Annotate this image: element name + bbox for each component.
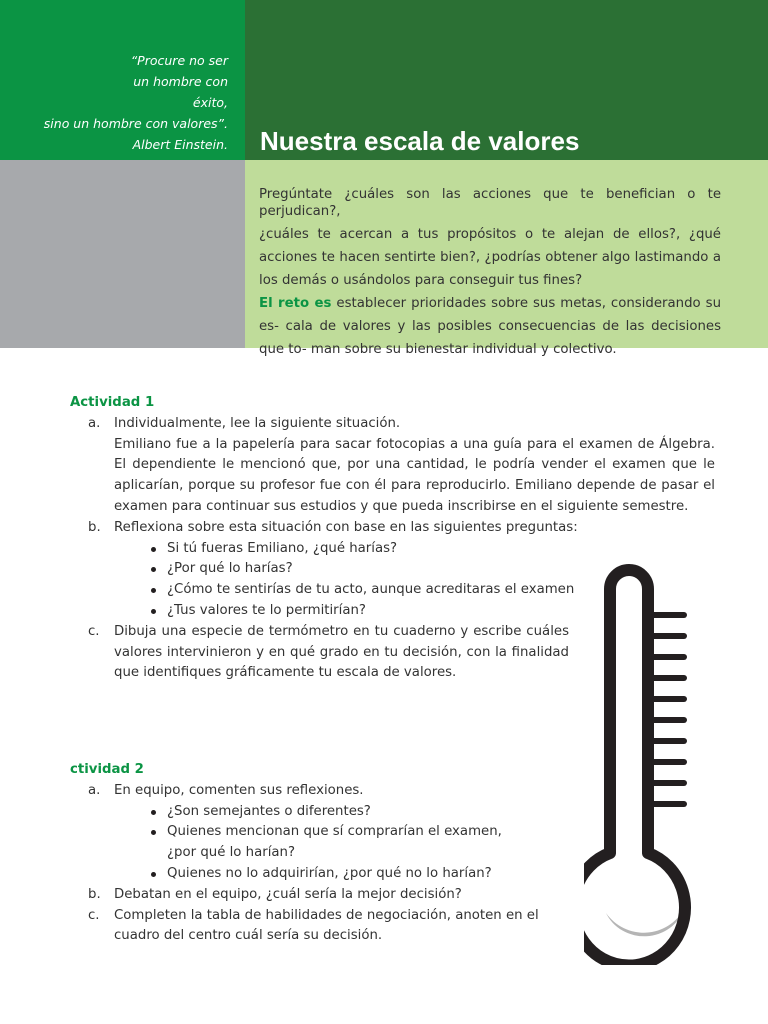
item-a-text: Individualmente, lee la siguiente situación.: [114, 415, 401, 431]
intro-paragraph-3: [259, 292, 721, 361]
item-c-text: Dibuja una especie de termómetro en tu cuaderno y escribe cuáles valores intervinieron y en qué grado en tu decisión, con la finalidad que identifiques gráficamente tu escala de valores.: [114, 623, 569, 681]
item-b-text: Debatan en el equipo, ¿cuál sería la mejor decisión?: [114, 886, 462, 902]
challenge-text: establecer prioridades sobre sus metas, considerando su es- cala de valores y las posibles consecuencias de las decisiones que to- man sobre su bienestar individual y colectivo.: [259, 296, 721, 357]
team-questions: [70, 802, 535, 885]
item-letter: b.: [88, 886, 101, 902]
quote-line: “Procure no ser: [130, 53, 228, 68]
activity-1-item-c: [70, 622, 569, 684]
activity-1-title: Actividad 1: [70, 395, 155, 410]
item-c-text: Completen la tabla de habilidades de negociación, anoten en el cuadro del centro cuál sería su decisión.: [114, 907, 539, 944]
situation-story: Emiliano fue a la papelería para sacar fotocopias a una guía para el examen de Álgebra. El dependiente le mencionó que, por una cantidad, le podría vender el examen que le aplicarían, porque su profesor fue con él para reproducirlo. Emiliano depende de pasar el examen para continuar sus estudios y que pueda inscribirse en el siguiente semestre.: [114, 436, 715, 514]
quote-line: éxito,: [192, 95, 228, 110]
list-item: ¿Tus valores te lo permitirían?: [70, 601, 715, 622]
activity-2-title: ctividad 2: [70, 762, 144, 777]
item-letter: b.: [88, 519, 101, 535]
intro-paragraph-1: Pregúntate ¿cuáles son las acciones que te benefician o te perjudican?,: [259, 187, 721, 219]
item-letter: c.: [88, 907, 100, 923]
activity-2-item-c: [70, 906, 557, 948]
list-item: ¿Son semejantes o diferentes?: [70, 802, 535, 823]
list-item: Quienes no lo adquirirían, ¿por qué no lo harían?: [70, 864, 535, 885]
item-letter: c.: [88, 623, 100, 639]
list-item: ¿Cómo te sentirías de tu acto, aunque acreditaras el examen: [70, 580, 715, 601]
challenge-highlight: El reto es: [259, 296, 332, 311]
page-title: Nuestra escala de valores: [260, 126, 580, 156]
item-letter: a.: [88, 415, 101, 431]
item-letter: a.: [88, 782, 101, 798]
list-item: ¿Por qué lo harías?: [70, 559, 715, 580]
gray-block: [0, 160, 245, 348]
item-a-text: En equipo, comenten sus reflexiones.: [114, 782, 364, 798]
list-item: Quienes mencionan que sí comprarían el examen, ¿por qué lo harían?: [70, 822, 535, 864]
quote-line: sino un hombre con valores”.: [43, 116, 228, 131]
item-b-text: Reflexiona sobre esta situación con base en las siguientes preguntas:: [114, 519, 578, 535]
intro-paragraph-2: ¿cuáles te acercan a tus propósitos o te alejan de ellos?, ¿qué acciones te hacen sentirte bien?, ¿podrías obtener algo lastimando a los demás o usándolos para conseguir tus fines?: [259, 227, 721, 288]
thermometer-icon: [584, 563, 714, 965]
intro-text: [259, 186, 721, 361]
quote-line: un hombre con: [133, 74, 228, 89]
activity-1-item-b: [70, 518, 715, 539]
quote-author: Albert Einstein.: [132, 137, 228, 152]
einstein-quote: [8, 50, 228, 155]
thermometer-ticks: [654, 615, 684, 804]
list-item: Si tú fueras Emiliano, ¿qué harías?: [70, 539, 715, 560]
activity-1-item-a: [70, 414, 715, 518]
